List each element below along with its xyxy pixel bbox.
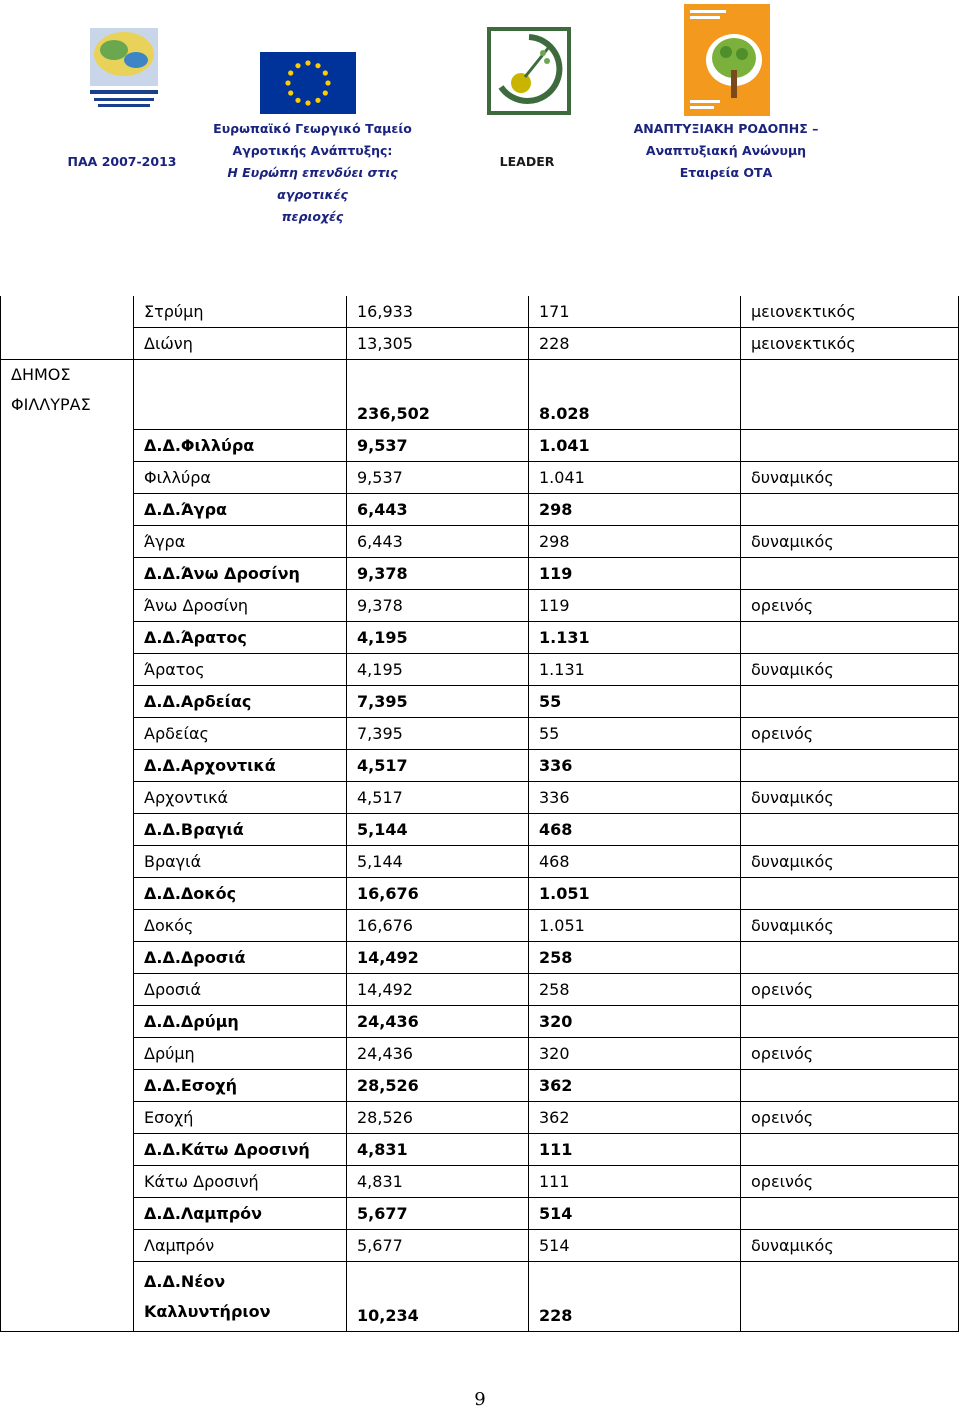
settlement-area: 28,526: [347, 1102, 529, 1134]
district-row: [1, 942, 959, 974]
settlement-row: [1, 590, 959, 622]
district-row: [1, 1262, 959, 1332]
eu-star-icon: [315, 63, 320, 68]
district-area: 28,526: [347, 1070, 529, 1102]
municipality-total-row: [1, 360, 959, 430]
settlement-population: 1.041: [529, 462, 741, 494]
settlement-population: 320: [529, 1038, 741, 1070]
settlement-type: ορεινός: [741, 1166, 959, 1198]
municipality-line-1: ΔΗΜΟΣ: [11, 365, 71, 384]
settlement-row: [1, 1038, 959, 1070]
district-type: [741, 1198, 959, 1230]
leader-logo: [487, 27, 571, 115]
agency-text: [620, 118, 832, 184]
settlement-population: 258: [529, 974, 741, 1006]
settlement-population: 514: [529, 1230, 741, 1262]
district-area: 24,436: [347, 1006, 529, 1038]
district-population: 298: [529, 494, 741, 526]
district-population: 119: [529, 558, 741, 590]
municipality-total-name: [134, 360, 347, 430]
district-area: 9,537: [347, 430, 529, 462]
settlement-row: [1, 910, 959, 942]
settlement-name: Βραγιά: [134, 846, 347, 878]
settlement-name: Άρατος: [134, 654, 347, 686]
district-name: Δ.Δ.Βραγιά: [134, 814, 347, 846]
district-type: [741, 1070, 959, 1102]
district-type: [741, 1006, 959, 1038]
agency-line-2: Αναπτυξιακή Ανώνυμη: [645, 143, 807, 158]
eu-star-icon: [288, 70, 293, 75]
district-population: 362: [529, 1070, 741, 1102]
settlement-type: ορεινός: [741, 590, 959, 622]
settlements-table-body: [1, 296, 959, 1332]
district-name: Δ.Δ.Αρχοντικά: [134, 750, 347, 782]
settlement-row: [1, 782, 959, 814]
district-population: 514: [529, 1198, 741, 1230]
settlement-area: 6,443: [347, 526, 529, 558]
district-area: 5,144: [347, 814, 529, 846]
settlement-type: μειονεκτικός: [741, 328, 959, 360]
settlement-area: 4,195: [347, 654, 529, 686]
district-name: Δ.Δ.Εσοχή: [134, 1070, 347, 1102]
district-type: [741, 1262, 959, 1332]
district-area: 4,517: [347, 750, 529, 782]
district-type: [741, 494, 959, 526]
district-row: [1, 686, 959, 718]
settlement-type: δυναμικός: [741, 1230, 959, 1262]
settlement-type: δυναμικός: [741, 462, 959, 494]
settlement-row: [1, 526, 959, 558]
district-area: 10,234: [347, 1262, 529, 1332]
district-area: 4,831: [347, 1134, 529, 1166]
district-name: Δ.Δ.Φιλλύρα: [134, 430, 347, 462]
settlement-row: [1, 654, 959, 686]
eu-star-icon: [305, 100, 310, 105]
agency-line-1: ΑΝΑΠΤΥΞΙΑΚΗ ΡΟΔΟΠΗΣ –: [633, 121, 819, 136]
eu-star-icon: [323, 90, 328, 95]
settlement-population: 1.131: [529, 654, 741, 686]
settlement-area: 5,144: [347, 846, 529, 878]
settlement-name: Αρδείας: [134, 718, 347, 750]
district-type: [741, 942, 959, 974]
table-row: [1, 328, 959, 360]
district-type: [741, 686, 959, 718]
settlement-area: 14,492: [347, 974, 529, 1006]
district-population: 1.131: [529, 622, 741, 654]
settlement-population: 298: [529, 526, 741, 558]
settlement-name: Αρχοντικά: [134, 782, 347, 814]
settlement-area: 9,378: [347, 590, 529, 622]
settlement-name: Άγρα: [134, 526, 347, 558]
settlement-row: [1, 1230, 959, 1262]
settlement-type: ορεινός: [741, 1102, 959, 1134]
eu-star-icon: [315, 98, 320, 103]
settlement-area: 4,517: [347, 782, 529, 814]
district-name: Δ.Δ.Άρατος: [134, 622, 347, 654]
district-row: [1, 1070, 959, 1102]
district-name: Δ.Δ.Λαμπρόν: [134, 1198, 347, 1230]
district-type: [741, 750, 959, 782]
eu-fund-line-3: Η Ευρώπη επενδύει στις αγροτικές: [227, 165, 398, 202]
district-population: 320: [529, 1006, 741, 1038]
settlement-row: [1, 974, 959, 1006]
district-population: 1.041: [529, 430, 741, 462]
eu-star-icon: [285, 80, 290, 85]
district-population: 55: [529, 686, 741, 718]
eu-star-icon: [323, 70, 328, 75]
district-area: 6,443: [347, 494, 529, 526]
district-area: 5,677: [347, 1198, 529, 1230]
settlement-population: 1.051: [529, 910, 741, 942]
settlement-area: 4,831: [347, 1166, 529, 1198]
eu-fund-line-1: Ευρωπαϊκό Γεωργικό Ταμείο: [213, 121, 412, 136]
district-type: [741, 1134, 959, 1166]
district-row: [1, 430, 959, 462]
district-row: [1, 1198, 959, 1230]
district-name: Δ.Δ.Κάτω Δροσινή: [134, 1134, 347, 1166]
district-type: [741, 878, 959, 910]
agency-line-3: Εταιρεία ΟΤΑ: [679, 165, 773, 180]
settlement-population: 362: [529, 1102, 741, 1134]
eu-fund-text: [190, 118, 435, 228]
settlement-name: Φιλλύρα: [134, 462, 347, 494]
municipality-total-area: 236,502: [347, 360, 529, 430]
municipality-cell-empty: [1, 296, 134, 360]
table-row: [1, 296, 959, 328]
settlement-population: 55: [529, 718, 741, 750]
district-row: [1, 878, 959, 910]
district-name-line: Δ.Δ.Νέον: [144, 1271, 226, 1291]
district-name: Δ.Δ.Δροσιά: [134, 942, 347, 974]
settlement-type: δυναμικός: [741, 526, 959, 558]
settlement-name: Άνω Δροσίνη: [134, 590, 347, 622]
settlement-name: Δοκός: [134, 910, 347, 942]
settlement-population: 119: [529, 590, 741, 622]
district-name-line: Καλλυντήριον: [144, 1301, 271, 1321]
program-label: ΠΑΑ 2007-2013: [67, 154, 177, 169]
page-number: 9: [474, 1389, 486, 1410]
district-type: [741, 622, 959, 654]
settlement-area: 7,395: [347, 718, 529, 750]
district-row: [1, 622, 959, 654]
district-type: [741, 558, 959, 590]
district-area: 7,395: [347, 686, 529, 718]
settlement-type: ορεινός: [741, 718, 959, 750]
settlement-name: Εσοχή: [134, 1102, 347, 1134]
district-name: Δ.Δ.Δοκός: [134, 878, 347, 910]
district-type: [741, 430, 959, 462]
eu-star-icon: [295, 63, 300, 68]
district-name: Δ.Δ.Άνω Δροσίνη: [134, 558, 347, 590]
district-row: [1, 494, 959, 526]
settlement-name: Κάτω Δροσινή: [134, 1166, 347, 1198]
rodopi-development-logo: [684, 4, 770, 116]
district-type: [741, 814, 959, 846]
settlement-row: [1, 1102, 959, 1134]
municipality-line-2: ΦΙΛΛΥΡΑΣ: [11, 395, 91, 414]
eu-star-icon: [295, 98, 300, 103]
settlement-population: 111: [529, 1166, 741, 1198]
settlements-table: [0, 296, 959, 1332]
municipality-total-population: 8.028: [529, 360, 741, 430]
settlement-name: Λαμπρόν: [134, 1230, 347, 1262]
district-area: 9,378: [347, 558, 529, 590]
settlement-type: δυναμικός: [741, 910, 959, 942]
district-population: 258: [529, 942, 741, 974]
settlement-name: Διώνη: [134, 328, 347, 360]
district-name: Δ.Δ.Δρύμη: [134, 1006, 347, 1038]
settlement-name: Δροσιά: [134, 974, 347, 1006]
eu-star-icon: [305, 60, 310, 65]
district-area: 14,492: [347, 942, 529, 974]
district-row: [1, 750, 959, 782]
settlement-area: 16,676: [347, 910, 529, 942]
district-population: 111: [529, 1134, 741, 1166]
settlement-population: 468: [529, 846, 741, 878]
district-area: 4,195: [347, 622, 529, 654]
settlement-area: 9,537: [347, 462, 529, 494]
settlement-type: μειονεκτικός: [741, 296, 959, 328]
settlement-row: [1, 462, 959, 494]
document-header: [0, 0, 960, 224]
settlement-name: Στρύμη: [134, 296, 347, 328]
settlement-area: 5,677: [347, 1230, 529, 1262]
settlement-area: 13,305: [347, 328, 529, 360]
settlement-type: δυναμικός: [741, 782, 959, 814]
district-name: Δ.Δ.Άγρα: [134, 494, 347, 526]
settlement-name: Δρύμη: [134, 1038, 347, 1070]
settlement-area: 16,933: [347, 296, 529, 328]
district-row: [1, 1134, 959, 1166]
district-population: 1.051: [529, 878, 741, 910]
eu-star-icon: [325, 80, 330, 85]
municipality-total-type: [741, 360, 959, 430]
district-row: [1, 558, 959, 590]
district-population: 336: [529, 750, 741, 782]
eu-flag-logo: [260, 52, 356, 114]
district-population: 468: [529, 814, 741, 846]
settlement-type: δυναμικός: [741, 654, 959, 686]
district-population: 228: [529, 1262, 741, 1332]
settlement-row: [1, 1166, 959, 1198]
settlement-area: 24,436: [347, 1038, 529, 1070]
settlement-type: ορεινός: [741, 974, 959, 1006]
municipality-cell: [1, 360, 134, 1332]
settlement-population: 336: [529, 782, 741, 814]
paa-logo: [84, 24, 164, 110]
eu-fund-line-2: Αγροτικής Ανάπτυξης:: [232, 143, 393, 158]
district-row: [1, 814, 959, 846]
settlement-population: 171: [529, 296, 741, 328]
district-row: [1, 1006, 959, 1038]
district-area: 16,676: [347, 878, 529, 910]
settlement-type: δυναμικός: [741, 846, 959, 878]
eu-star-icon: [288, 90, 293, 95]
settlement-row: [1, 718, 959, 750]
settlement-row: [1, 846, 959, 878]
eu-fund-line-4: περιοχές: [281, 209, 344, 224]
district-name: Δ.Δ.Αρδείας: [134, 686, 347, 718]
settlement-type: ορεινός: [741, 1038, 959, 1070]
leader-label: LEADER: [499, 154, 555, 169]
district-name: [134, 1262, 347, 1332]
settlement-population: 228: [529, 328, 741, 360]
